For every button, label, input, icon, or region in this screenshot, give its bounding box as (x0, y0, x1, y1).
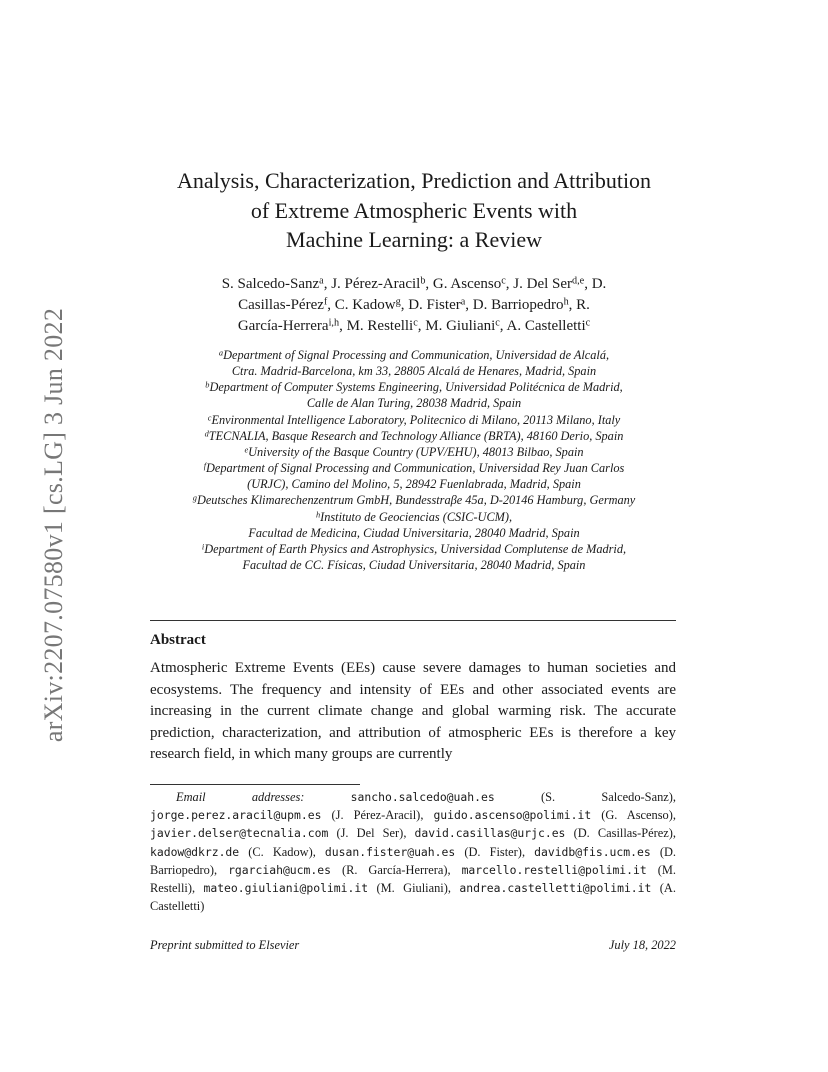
author: J. Del Ser$^{d,e}$ (513, 275, 585, 292)
email-link[interactable]: javier.delser@tecnalia.com (150, 826, 329, 841)
email-link[interactable]: dusan.fister@uah.es (324, 844, 456, 859)
author: C. Kadow$^g$ (334, 296, 401, 313)
email-link[interactable]: rgarciah@ucm.es (228, 862, 331, 877)
title-line: Machine Learning: a Review (286, 227, 542, 252)
footnote-label: Email addresses: (176, 790, 305, 804)
author-line: Casillas-Pérez$^f$, C. Kadow$^g$, D. Fister$^a$, D. Barriopedro$^h$, R. (238, 296, 590, 313)
affiliation-line: Ctra. Madrid-Barcelona, km 33, 28805 Alcalá de Henares, Madrid, Spain (231, 364, 597, 379)
affiliation-line: $^d$TECNALIA, Basque Research and Technology Alliance (BRTA), 48160 Derio, Spain (204, 428, 624, 443)
arxiv-stamp: arXiv:2207.07580v1 [cs.LG] 3 Jun 2022 (39, 307, 68, 743)
author: M. Giuliani$^c$ (425, 317, 500, 334)
abstract-top-rule (150, 620, 676, 621)
email-link[interactable]: sancho.salcedo@uah.es (350, 790, 495, 804)
affiliation-line: $^g$Deutsches Klimarechenzentrum GmbH, Bundesstraβe 45a, D-20146 Hamburg, Germany (192, 493, 636, 508)
author-line: S. Salcedo-Sanz$^a$, J. Pérez-Aracil$^b$, G. Ascenso$^c$, J. Del Ser$^{d,e}$, D. (221, 275, 607, 292)
email-link[interactable]: andrea.castelletti@polimi.it (459, 881, 652, 896)
author: G. Ascenso$^c$ (432, 275, 506, 292)
preprint-note: Preprint submitted to Elsevier (150, 938, 300, 952)
email-link[interactable]: mateo.giuliani@polimi.it (203, 881, 369, 896)
email-link[interactable]: david.casillas@urjc.es (414, 826, 566, 841)
affiliation-line: Facultad de CC. Físicas, Ciudad Universitaria, 28040 Madrid, Spain (242, 558, 586, 573)
email-link[interactable]: kadow@dkrz.de (150, 844, 240, 859)
paper-title (0, 166, 828, 255)
author: D. Fister$^a$ (408, 296, 466, 313)
email-footnote: Email addresses: sancho.salcedo@uah.es (S. Salcedo-Sanz), jorge.perez.aracil@upm.es (J. Pérez-Aracil), guido.ascenso@polimi.it (G. Ascenso), javier.delser@tecnalia.com (J. Del Ser), david.casillas@urjc.es (D. Casillas-Pérez), kadow@dkrz.de (C. Kadow), dusan.fister@uah.es (D. Fister), davidb@fis.ucm.es (D. Barriopedro), rgarciah@ucm.es (R. García-Herrera), marcello.restelli@polimi.it (M. Restelli), mateo.giuliani@polimi.it (M. Giuliani), andrea.castelletti@polimi.it (A. Castelletti) (150, 790, 676, 914)
author: M. Restelli$^c$ (346, 317, 418, 334)
affiliation-line: (URJC), Camino del Molino, 5, 28942 Fuenlabrada, Madrid, Spain (247, 477, 581, 492)
footnote-rule (150, 784, 360, 785)
author: S. Salcedo-Sanz$^a$ (221, 275, 324, 292)
email-link[interactable]: jorge.perez.aracil@upm.es (150, 808, 322, 823)
author: García-Herrera$^{i,h}$ (237, 317, 340, 334)
author: J. Pérez-Aracil$^b$ (331, 275, 426, 292)
affiliation-line: $^f$Department of Signal Processing and Communication, Universidad Rey Juan Carlos (203, 461, 625, 476)
author: D. Barriopedro$^h$ (472, 296, 569, 313)
author-line: García-Herrera$^{i,h}$, M. Restelli$^c$, M. Giuliani$^c$, A. Castelletti$^c$ (237, 317, 591, 334)
author: Casillas-Pérez$^f$ (238, 296, 328, 313)
affiliation-line: $^a$Department of Signal Processing and Communication, Universidad de Alcalá, (218, 348, 610, 362)
affiliation-line: $^c$Environmental Intelligence Laboratory, Politecnico di Milano, 20113 Milano, Italy (207, 412, 621, 427)
affiliation-line: $^i$Department of Earth Physics and Astrophysics, Universidad Complutense de Madrid, (201, 541, 627, 556)
email-link[interactable]: marcello.restelli@polimi.it (461, 862, 647, 877)
preprint-date: July 18, 2022 (608, 938, 676, 952)
affiliation-line: $^e$University of the Basque Country (UPV/EHU), 48013 Bilbao, Spain (244, 444, 584, 459)
affiliations (0, 347, 828, 573)
affiliation-line: $^h$Instituto de Geociencias (CSIC-UCM), (315, 509, 513, 524)
abstract-heading: Abstract (150, 632, 206, 648)
title-line: Analysis, Characterization, Prediction and Attribution (176, 168, 652, 193)
email-link[interactable]: guido.ascenso@polimi.it (433, 808, 592, 823)
affiliation-line: $^b$Department of Computer Systems Engineering, Universidad Politécnica de Madrid, (205, 380, 623, 395)
author: A. Castelletti$^c$ (506, 317, 591, 334)
affiliation-line: Facultad de Medicina, Ciudad Universitaria, 28040 Madrid, Spain (248, 525, 580, 540)
affiliation-line: Calle de Alan Turing, 28038 Madrid, Spain (306, 396, 522, 411)
title-line: of Extreme Atmospheric Events with (250, 197, 578, 223)
author-list (0, 274, 828, 337)
email-link[interactable]: davidb@fis.ucm.es (534, 844, 651, 859)
abstract-text: Atmospheric Extreme Events (EEs) cause severe damages to human societies and ecosystems. The frequency and intensity of EEs and other associated events are increasing in the current climate change and global warming risk. The accurate prediction, characterization, and attribution of atmospheric EEs is therefore a key research field, in which many groups are currently (150, 660, 676, 762)
